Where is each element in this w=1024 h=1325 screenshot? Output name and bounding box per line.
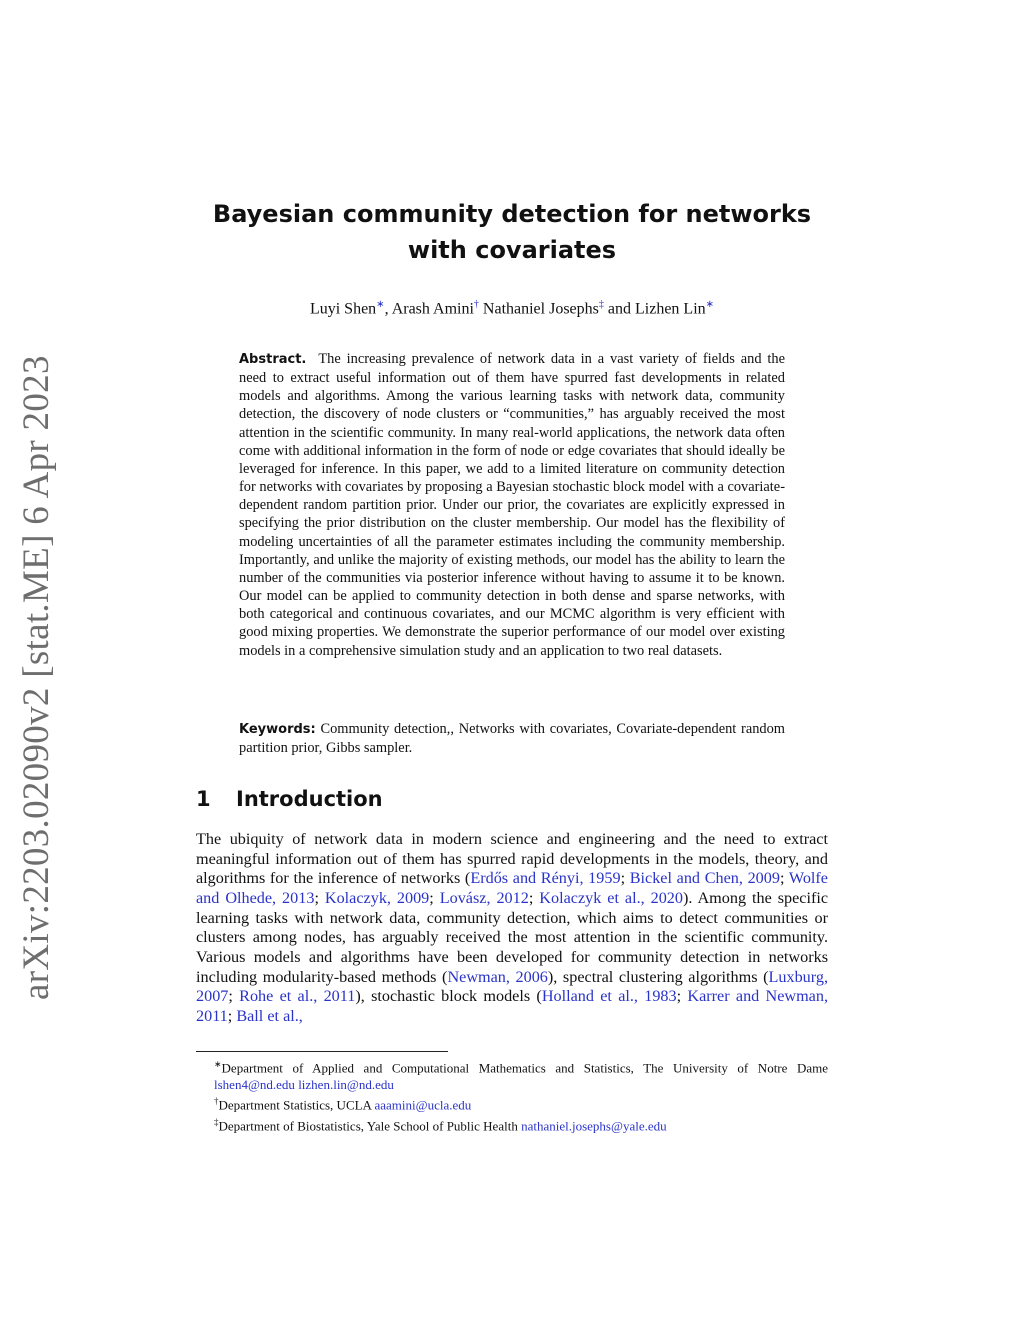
citation-link[interactable]: Bickel and Chen, 2009 (629, 869, 780, 888)
author-name: Lizhen Lin (635, 300, 706, 318)
citation-separator: ; (429, 888, 440, 907)
footnote-divider (196, 1051, 448, 1052)
author-list (180, 299, 844, 318)
keywords-label: Keywords: (239, 722, 316, 737)
affiliation-mark[interactable]: ∗ (376, 299, 385, 310)
citation-separator: ; (228, 987, 240, 1006)
abstract-label: Abstract. (239, 352, 307, 367)
citation-link[interactable]: Ball et al., (236, 1006, 303, 1025)
citation-separator: ; (620, 869, 630, 888)
citation-separator: ; (779, 869, 789, 888)
citation-link[interactable]: Holland et al., 1983 (541, 987, 677, 1006)
arxiv-side-identifier: arXiv:2203.02090v2 [stat.ME] 6 Apr 2023 (16, 355, 57, 1000)
citation-link[interactable]: Newman, 2006 (447, 967, 548, 986)
citation-separator: ; (227, 1006, 237, 1025)
email-link[interactable]: lizhen.lin@nd.edu (298, 1076, 394, 1092)
body-text: ), stochastic block models ( (355, 987, 542, 1006)
email-link[interactable]: nathaniel.josephs@yale.edu (521, 1117, 667, 1133)
section-number: 1 (196, 787, 211, 811)
affiliation-mark[interactable]: ∗ (705, 299, 715, 310)
footnote-text: Department Statistics, UCLA (218, 1097, 375, 1113)
intro-paragraph (196, 830, 828, 1027)
email-link[interactable]: lshen4@nd.edu (214, 1076, 295, 1092)
author-name: Arash Amini (391, 300, 474, 318)
affiliation-mark[interactable]: ‡ (598, 299, 604, 310)
citation-link[interactable]: Kolaczyk, 2009 (324, 888, 430, 907)
footnotes (196, 1056, 828, 1134)
abstract (239, 350, 785, 660)
footnote-mark: † (214, 1095, 219, 1106)
footnote-mark: ∗ (214, 1059, 222, 1069)
citation-separator: ; (314, 888, 325, 907)
citation-link[interactable]: Luxburg, 2007 (196, 967, 829, 1006)
affiliation-mark[interactable]: † (473, 299, 479, 310)
body-text: The ubiquity of network data in modern science and engineering and the need to extract meaningful information out of them has spurred rapid developments in the models, theory, and algorithms for the inference of networks ( (196, 830, 828, 888)
body-text: ). Among the specific learning tasks with network data, community detection, which aims to detect communities or clusters among nodes, has arguably received the most attention in the scientific community. Various models and algorithms have been developed for community detection in networks including modularity-based methods ( (196, 888, 829, 986)
author-name: Luyi Shen (309, 300, 377, 318)
author-separator: , (384, 300, 392, 318)
footnote-mark: ‡ (214, 1116, 219, 1127)
paper-title (150, 196, 874, 268)
title-line-1: Bayesian community detection for networks (212, 200, 812, 228)
body-text: ), spectral clustering algorithms ( (547, 967, 769, 986)
section-heading (196, 787, 383, 811)
footnote (196, 1056, 828, 1093)
footnote (196, 1093, 828, 1114)
keywords-text: Community detection,, Networks with covariates, Covariate-dependent random partition prior, Gibbs sampler. (239, 721, 786, 756)
footnote (196, 1114, 828, 1135)
author-name: Nathaniel Josephs (482, 300, 599, 318)
citation-separator: ; (528, 888, 540, 907)
email-link[interactable]: aaamini@ucla.edu (374, 1097, 472, 1113)
citation-link[interactable]: Kolaczyk et al., 2020 (539, 888, 683, 907)
citation-link[interactable]: Karrer and Newman, 2011 (196, 987, 829, 1025)
citation-link[interactable]: Rohe et al., 2011 (239, 987, 356, 1006)
citation-link[interactable]: Lovász, 2012 (439, 888, 529, 907)
footnote-text: Department of Applied and Computational Mathematics and Statistics, The University of Notre Dame (221, 1060, 828, 1076)
footnote-text: Department of Biostatistics, Yale School of Public Health (218, 1117, 522, 1133)
abstract-text: The increasing prevalence of network data in a vast variety of fields and the need to extract useful information out of them have spurred fast developments in related models and algorithms. Among the various learning tasks with network data, community detection, the discovery of node clusters or “communities,” has arguably received the most attention in the scientific community. In many real-world applications, the network data often come with additional information in the form of node or edge covariates that should ideally be leveraged for inference. In this paper, we add to a limited literature on community detection for networks with covariates by proposing a Bayesian stochastic block model with a covariate-dependent random partition prior. Under our prior, the covariates are explicitly expressed in specifying the prior distribution on the cluster membership. Our model has the flexibility of modeling uncertainties of all the parameter estimates including the community membership. Importantly, and unlike the majority of existing methods, our model has the ability to learn the number of the communities via posterior inference without having to assume it to be known. Our model can be applied to community detection in both dense and sparse networks, with both categorical and continuous covariates, and our MCMC algorithm is very efficient with good mixing properties. We demonstrate the superior performance of our model over existing models in a comprehensive simulation study and an application to two real datasets. (239, 351, 785, 659)
section-title: Introduction (236, 787, 383, 811)
citation-link[interactable]: Wolfe and Olhede, 2013 (196, 869, 828, 907)
citation-link[interactable]: Erdős and Rényi, 1959 (470, 869, 621, 888)
title-line-2: with covariates (407, 236, 617, 264)
citation-separator: ; (676, 987, 688, 1006)
author-separator: and (603, 300, 635, 318)
keywords (239, 720, 785, 757)
